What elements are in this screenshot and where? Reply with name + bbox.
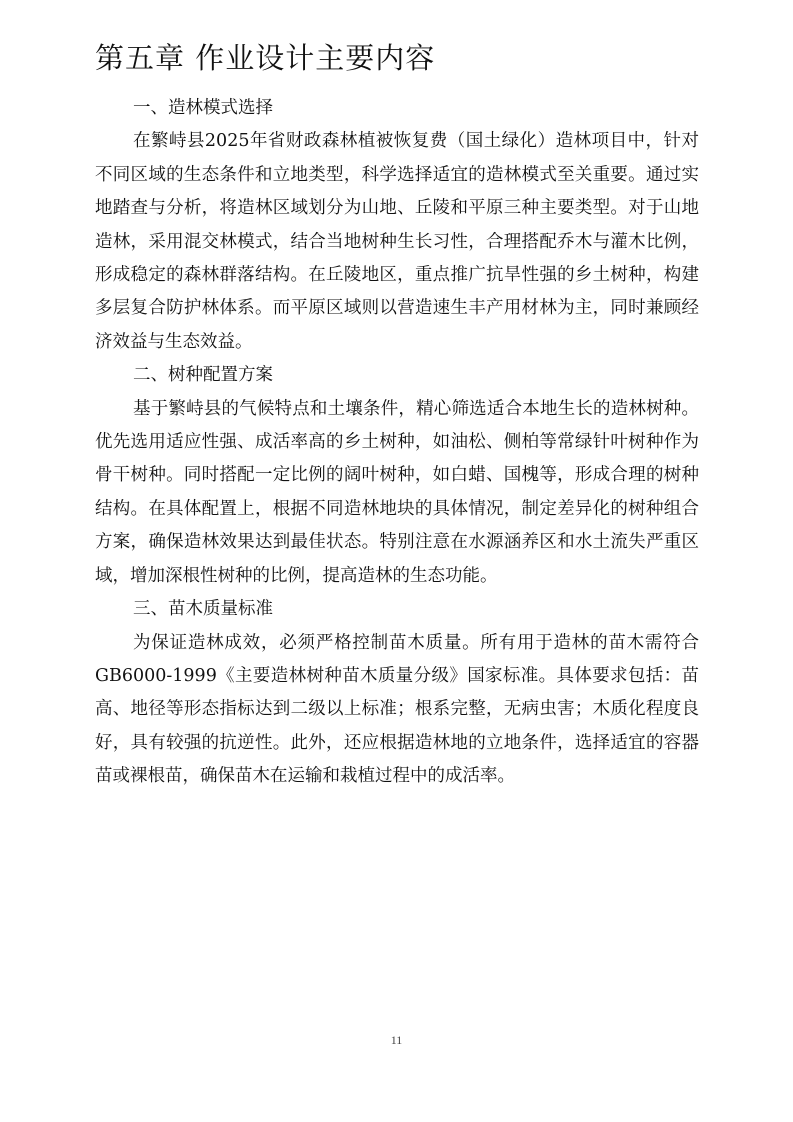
section-heading-3: 三、苗木质量标准 <box>133 599 273 620</box>
section-paragraph-1: 在繁峙县2025年省财政森林植被恢复费（国土绿化）造林项目中，针对不同区域的生态条件和立地类型，科学选择适宜的造林模式至关重要。通过实地踏查与分析，将造林区域划分为山地、丘陵和平原三种主要类型。对于山地造林，采用混交林模式，结合当地树种生长习性，合理搭配乔木与灌木比例，形成稳定的森林群落结构。在丘陵地区，重点推广抗旱性强的乡土树种，构建多层复合防护林体系。而平原区域则以营造速生丰产用材林为主，同时兼顾经济效益与生态效益。 <box>95 131 699 352</box>
section-paragraph-2: 基于繁峙县的气候特点和土壤条件，精心筛选适合本地生长的造林树种。优先选用适应性强、成活率高的乡土树种，如油松、侧柏等常绿针叶树种作为骨干树种。同时搭配一定比例的阔叶树种，如白蜡、国槐等，形成合理的树种结构。在具体配置上，根据不同造林地块的具体情况，制定差异化的树种组合方案，确保造林效果达到最佳状态。特别注意在水源涵养区和水土流失严重区域，增加深根性树种的比例，提高造林的生态功能。 <box>95 398 699 586</box>
chapter-title: 第五章 作业设计主要内容 <box>95 41 436 75</box>
chapter-body <box>95 92 699 794</box>
section-heading-2: 二、树种配置方案 <box>133 365 273 386</box>
section-heading-1: 一、造林模式选择 <box>133 98 273 118</box>
section-paragraph-3: 为保证造林成效，必须严格控制苗木质量。所有用于造林的苗木需符合GB6000-1999《主要造林树种苗木质量分级》国家标准。具体要求包括：苗高、地径等形态指标达到二级以上标准；根系完整，无病虫害；木质化程度良好，具有较强的抗逆性。此外，还应根据造林地的立地条件，选择适宜的容器苗或裸根苗，确保苗木在运输和栽植过程中的成活率。 <box>95 632 699 787</box>
page-number: 11 <box>390 1033 403 1047</box>
